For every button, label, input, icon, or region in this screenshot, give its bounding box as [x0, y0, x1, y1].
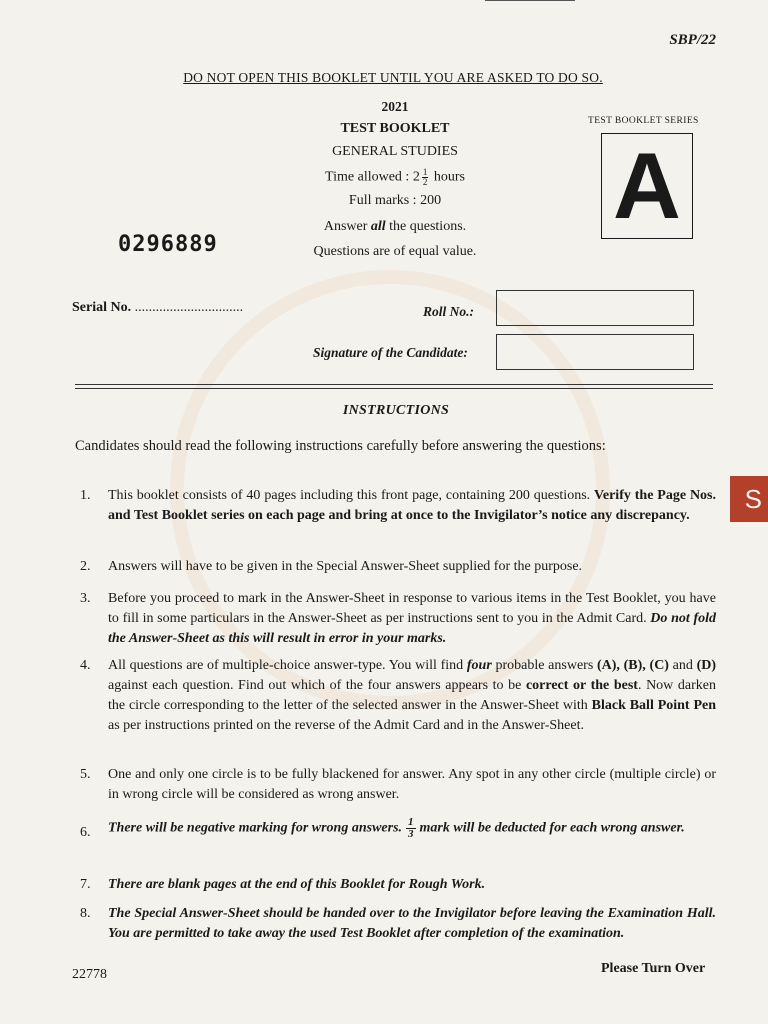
series-letter-box: A: [601, 133, 693, 239]
paper-code: SBP/22: [669, 32, 716, 48]
subject-name: GENERAL STUDIES: [332, 144, 458, 159]
full-marks: Full marks : 200: [348, 193, 442, 208]
booklet-title: TEST BOOKLET: [340, 121, 450, 136]
instruction-item: 7. There are blank pages at the end of this Booklet for Rough Work.: [80, 877, 486, 892]
please-turn-over: Please Turn Over: [601, 961, 706, 976]
instruction-item: 8. The Special Answer-Sheet should be handed over to the Invigilator before leaving the Examination Hall. You are permitted to take away the used Test Booklet after completion of the examination.: [80, 906, 716, 941]
negative-mark-fraction: $\frac{1}{3}$: [408, 816, 414, 840]
do-not-open-notice: DO NOT OPEN THIS BOOKLET UNTIL YOU ARE ASKED TO DO SO.: [183, 70, 603, 85]
signature-box[interactable]: [496, 334, 694, 370]
instruction-item: 3. Before you proceed to mark in the Answer-Sheet in response to various items in the Test Booklet, you have to fill in some particulars in the Answer-Sheet as per instructions sent to you in the Admit Card. Do not fold the Answer-Sheet as this will result in error in your marks.: [80, 591, 716, 646]
side-tab: S: [730, 476, 768, 522]
serial-number-field: Serial No. ...............................: [72, 300, 244, 315]
instruction-item: 6. There will be negative marking for wrong answers. $\frac{1}{3}$ mark will be deducted for each wrong answer.: [80, 816, 685, 840]
roll-number-box[interactable]: [496, 290, 694, 326]
instruction-item: 5. One and only one circle is to be fully blackened for answer. Any spot in any other circle (multiple circle) or in wrong circle will be considered as wrong answer.: [80, 767, 716, 802]
footer-code: 22778: [72, 967, 107, 982]
divider-line-top: [75, 384, 713, 385]
equal-value-note: Questions are of equal value.: [313, 244, 477, 259]
roll-number-label: Roll No.:: [423, 304, 475, 319]
divider-line-bottom: [75, 388, 713, 389]
signature-label: Signature of the Candidate:: [313, 345, 468, 360]
instruction-item: 1. This booklet consists of 40 pages including this front page, containing 200 questions. Verify the Page Nos. and Test Booklet series on each page and bring at once to the Invigilator’s notice any discrepancy.: [80, 488, 717, 523]
exam-year: 2021: [381, 99, 409, 114]
instructions-intro: Candidates should read the following instructions carefully before answering the questions:: [75, 438, 606, 454]
top-edge-line: [485, 0, 575, 1]
time-fraction: $\frac{1}{2}$: [422, 167, 428, 187]
instruction-item: 2. Answers will have to be given in the Special Answer-Sheet supplied for the purpose.: [80, 559, 583, 574]
instruction-item: 4. All questions are of multiple-choice answer-type. You will find four probable answers (A), (B), (C) and (D) against each question. Find out which of the four answers appears to be correct or the best. Now darken the circle corresponding to the letter of the selected answer in the Answer-Sheet with Black Ball Point Pen as per instructions printed on the reverse of the Admit Card and in the Answer-Sheet.: [80, 658, 717, 733]
answer-all-note: Answer all the questions.: [323, 219, 467, 234]
booklet-number: 0296889: [118, 232, 218, 257]
time-allowed: Time allowed : 2 $\frac{1}{2}$ hours: [325, 167, 465, 187]
series-label: TEST BOOKLET SERIES: [588, 116, 699, 126]
instructions-title: INSTRUCTIONS: [342, 403, 450, 418]
